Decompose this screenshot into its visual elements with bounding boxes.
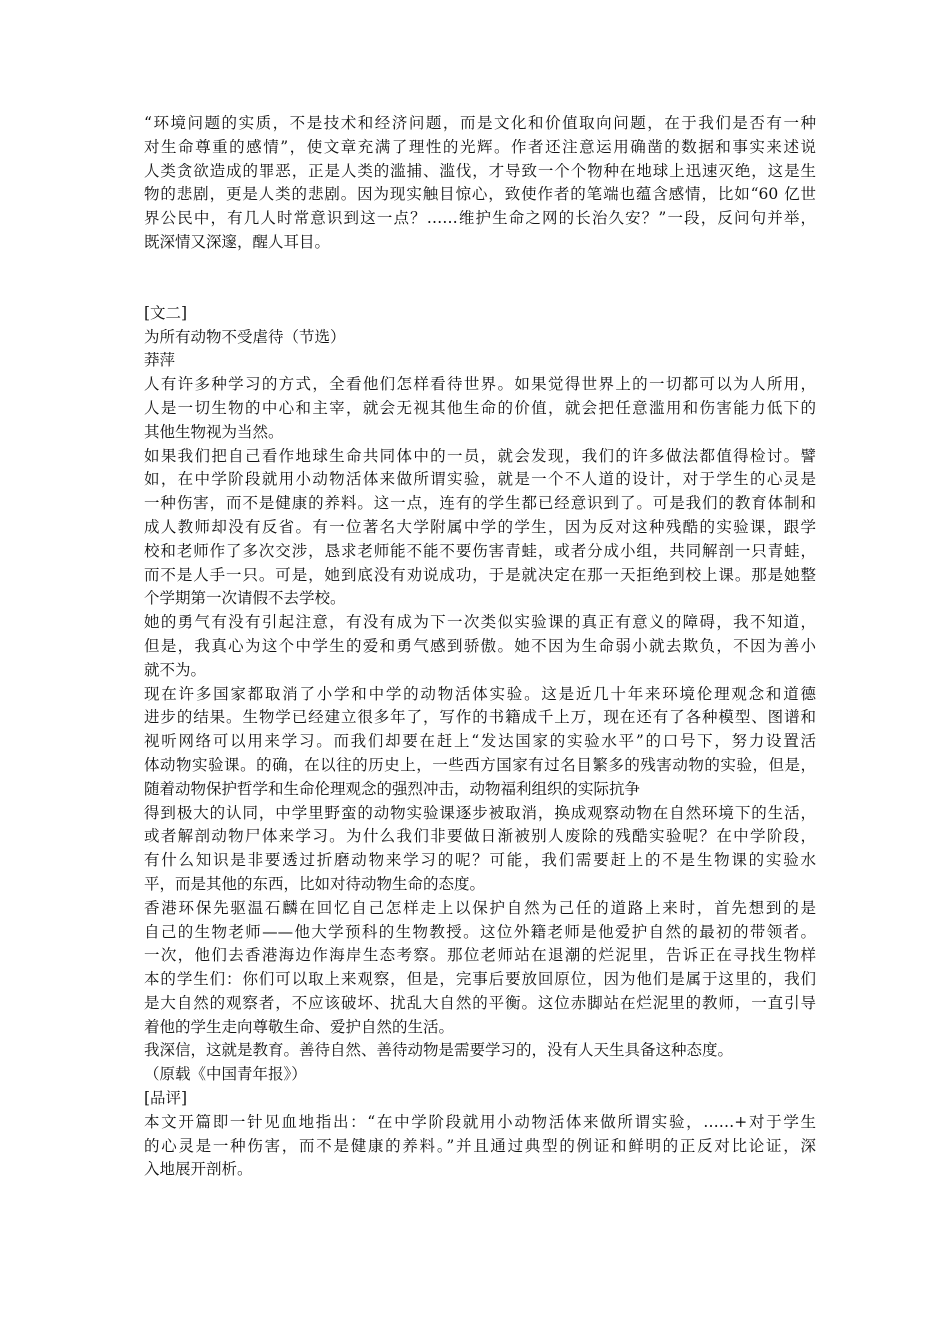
text-line: 物的悲剧，更是人类的悲剧。因为现实触目惊心，致使作者的笔端也蕴含感情，比如“60 亿世 [144, 185, 816, 204]
source-note: （原载《中国青年报》） [144, 1065, 307, 1084]
text-line: 本的学生们：你们可以取上来观察，但是，完事后要放回原位，因为他们是属于这里的，我们 [144, 970, 816, 989]
text-line: 既深情又深邃，醒人耳目。 [144, 232, 331, 251]
text-line: 自己的生物老师——他大学预科的生物教授。这位外籍老师是他爱护自然的最初的带领者。 [144, 922, 816, 941]
text-line: 现在许多国家都取消了小学和中学的动物活体实验。这是近几十年来环境伦理观念和道德 [144, 684, 816, 703]
text-line: 界公民中，有几人时常意识到这一点？……维护生命之网的长治久安？”一段，反问句并举， [144, 209, 816, 228]
text-line: 随着动物保护哲学和生命伦理观念的强烈冲击，动物福利组织的实际抗争 [144, 779, 641, 798]
text-line: 人有许多种学习的方式，全看他们怎样看待世界。如果觉得世界上的一切都可以为人所用， [144, 375, 816, 394]
text-line: 得到极大的认同，中学里野蛮的动物实验课逐步被取消，换成观察动物在自然环境下的生活， [144, 803, 816, 822]
text-line: 进步的结果。生物学已经建立很多年了，写作的书籍成千上万，现在还有了各种模型、图谱和 [144, 708, 816, 727]
text-line: 入地展开剖析。 [144, 1160, 253, 1179]
article-body [144, 373, 816, 1087]
text-line: 其他生物视为当然。 [144, 422, 284, 441]
author-name: 莽萍 [144, 351, 176, 370]
text-line: 本文开篇即一针见血地指出：“在中学阶段就用小动物活体来做所谓实验，……+对于学生 [144, 1112, 816, 1131]
text-line: 我深信，这就是教育。善待自然、善待动物是需要学习的，没有人天生具备这种态度。 [144, 1041, 734, 1060]
text-line: 如，在中学阶段就用小动物活体来做所谓实验，就是一个不人道的设计，对于学生的心灵是 [144, 470, 816, 489]
text-line: 但是，我真心为这个中学生的爱和勇气感到骄傲。她不因为生命弱小就去欺负，不因为善小 [144, 636, 816, 655]
article-title: 为所有动物不受虐待（节选） [144, 327, 346, 346]
text-line: 而不是人手一只。可是，她到底没有劝说成功，于是就决定在那一天拒绝到校上课。那是她整 [144, 565, 816, 584]
text-line: 有什么知识是非要透过折磨动物来学习的呢？可能，我们需要赶上的不是生物课的实验水 [144, 851, 816, 870]
text-line: “环境问题的实质，不是技术和经济问题，而是文化和价值取向问题，在于我们是否有一种 [144, 114, 816, 132]
review-label: [品评] [144, 1089, 188, 1108]
text-line: 就不为。 [144, 660, 207, 679]
document-page [144, 112, 816, 1182]
text-line: 对生命尊重的感情”，使文章充满了理性的光辉。作者还注意运用确凿的数据和事实来述说 [144, 137, 816, 156]
text-line: 校和老师作了多次交涉，恳求老师能不能不要伤害青蛙，或者分成小组，共同解剖一只青蛙， [144, 541, 816, 560]
text-line: 平，而是其他的东西，比如对待动物生命的态度。 [144, 874, 486, 893]
text-line: 视听网络可以用来学习。而我们却要在赶上“发达国家的实验水平”的口号下，努力设置活 [144, 732, 816, 751]
text-line: 的心灵是一种伤害，而不是健康的养料。”并且通过典型的例证和鲜明的正反对比论证，深 [144, 1136, 816, 1155]
text-line: 一次，他们去香港海边作海岸生态考察。那位老师站在退潮的烂泥里，告诉正在寻找生物样 [144, 946, 816, 965]
text-line: 或者解剖动物尸体来学习。为什么我们非要做日渐被别人废除的残酷实验呢？在中学阶段， [144, 827, 816, 846]
text-line: 她的勇气有没有引起注意，有没有成为下一次类似实验课的真正有意义的障碍，我不知道， [144, 613, 816, 632]
text-line: 如果我们把自己看作地球生命共同体中的一员，就会发现，我们的许多做法都值得检讨。譬 [144, 446, 816, 465]
text-line: 一种伤害，而不是健康的养料。这一点，连有的学生都已经意识到了。可是我们的教育体制和 [144, 494, 816, 513]
intro-paragraph [144, 112, 816, 255]
text-line: 人是一切生物的中心和主宰，就会无视其他生命的价值，就会把任意滥用和伤害能力低下的 [144, 398, 816, 417]
text-line: 是大自然的观察者，不应该破坏、扰乱大自然的平衡。这位赤脚站在烂泥里的教师，一直引导 [144, 993, 816, 1012]
text-line: 体动物实验课。的确，在以往的历史上，一些西方国家有过名目繁多的残害动物的实验，但是， [144, 755, 816, 774]
section-label: [文二] [144, 303, 188, 322]
text-line: 成人教师却没有反省。有一位著名大学附属中学的学生，因为反对这种残酷的实验课，跟学 [144, 517, 816, 536]
text-line: 香港环保先驱温石麟在回忆自己怎样走上以保护自然为己任的道路上来时，首先想到的是 [144, 898, 816, 917]
paragraph-gap [144, 255, 816, 302]
review-paragraph [144, 1111, 816, 1182]
text-line: 着他的学生走向尊敬生命、爱护自然的生活。 [144, 1017, 455, 1036]
text-line: 人类贪欲造成的罪恶，正是人类的滥捕、滥伐，才导致一个个物种在地球上迅速灭绝，这是生 [144, 161, 816, 180]
text-line: 个学期第一次请假不去学校。 [144, 589, 346, 608]
